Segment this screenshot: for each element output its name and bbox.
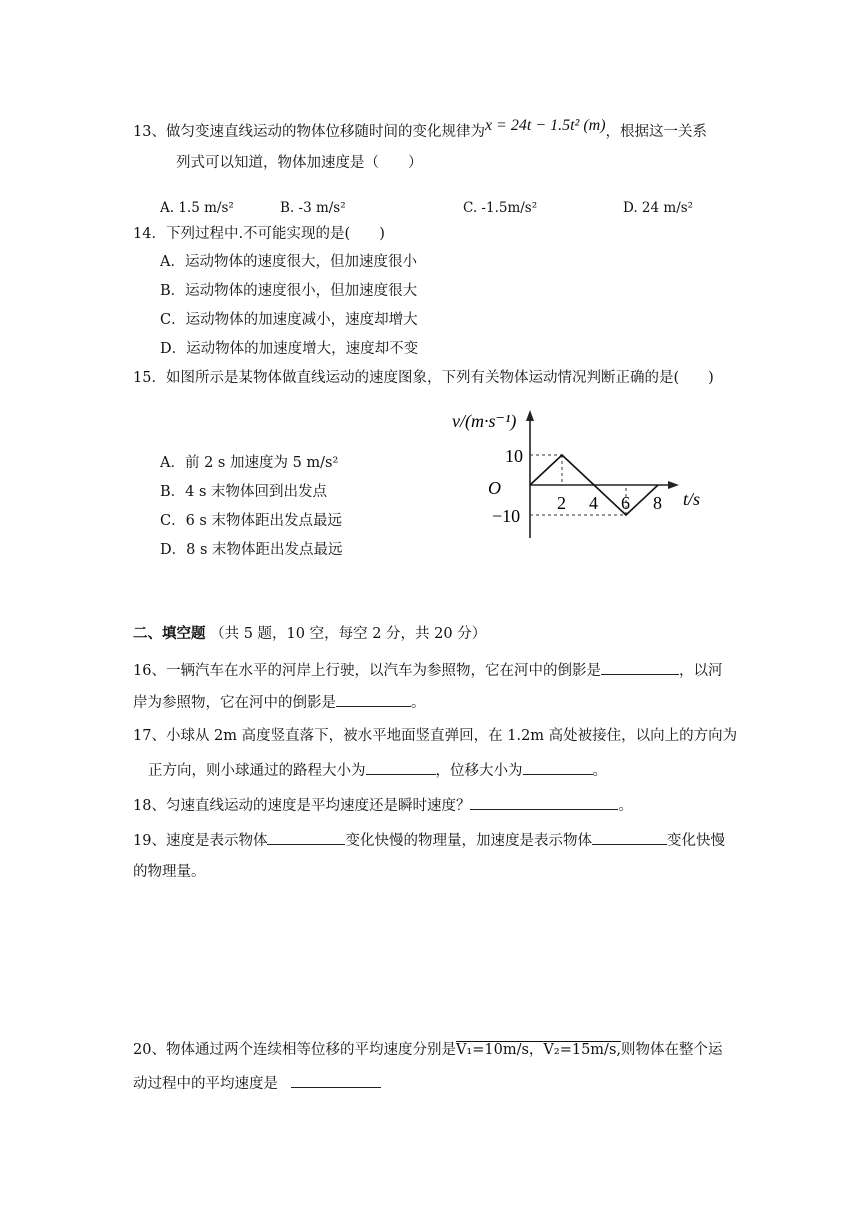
q13-option-c: C. -1.5m/s²: [463, 200, 538, 216]
q17-line1: 17、小球从 2m 高度竖直落下，被水平地面竖直弹回，在 1.2m 高处被接住，以向上的方向为: [133, 728, 738, 744]
q19-blank-2[interactable]: [592, 830, 667, 845]
q13-line2: 列式可以知道，物体加速度是（ ）: [176, 155, 423, 171]
q18-blank[interactable]: [470, 795, 618, 810]
y-axis-arrow: [526, 410, 534, 421]
q14-option-a: A．运动物体的速度很大，但加速度很小: [160, 254, 417, 270]
q20-line2: 动过程中的平均速度是: [133, 1073, 381, 1094]
q17-blank-1[interactable]: [366, 760, 436, 775]
q17-blank-2[interactable]: [523, 760, 593, 775]
q15-option-a: A．前 2 s 加速度为 5 m/s²: [160, 455, 339, 471]
q13-formula: x = 24t − 1.5t² (m): [484, 117, 606, 134]
graph-y-axis-label: v/(m·s⁻¹): [452, 411, 517, 431]
q16-line1: 16、一辆汽车在水平的河岸上行驶，以汽车为参照物，它在河中的倒影是 ，以河: [133, 660, 722, 681]
q16-blank-2[interactable]: [336, 692, 411, 707]
y-tick-label: −10: [492, 506, 521, 526]
q13-options: [160, 198, 693, 218]
q13-option-d: D. 24 m/s²: [623, 200, 694, 216]
x-tick-label: 4: [589, 493, 598, 513]
q14-option-b: B．运动物体的速度很小，但加速度很大: [160, 283, 418, 299]
graph-x-axis-label: t/s: [683, 489, 701, 509]
graph-origin-label: O: [488, 478, 501, 498]
q13-option-b: B. -3 m/s²: [280, 200, 346, 216]
x-tick-label: 8: [653, 493, 662, 513]
q15-option-d: D．8 s 末物体距出发点最远: [160, 542, 343, 558]
q16-blank-1[interactable]: [601, 660, 679, 675]
q14-option-c: C．运动物体的加速度减小，速度却增大: [160, 312, 418, 328]
q15-stem: 15．如图所示是某物体做直线运动的速度图象，下列有关物体运动情况判断正确的是( ): [133, 370, 714, 386]
velocity-time-graph: [440, 400, 720, 550]
graph-axes: [526, 410, 679, 538]
graph-tick-labels: [492, 446, 662, 526]
q20-line1: 20、物体通过两个连续相等位移的平均速度分别是V₁=10m/s，V₂=15m/s,则物体在整个运: [133, 1042, 723, 1058]
q15-option-b: B．4 s 末物体回到出发点: [160, 484, 328, 500]
q13-option-a: A. 1.5 m/s²: [160, 200, 234, 216]
y-tick-label: 10: [505, 446, 523, 466]
x-axis-arrow: [668, 481, 679, 489]
q20-v1: V₁=10m/s，: [455, 1042, 544, 1058]
q19-line1: 19、速度是表示物体 变化快慢的物理量，加速度是表示物体 变化快慢: [133, 830, 725, 851]
q15-option-c: C．6 s 末物体距出发点最远: [160, 513, 342, 529]
q14-stem: 14．下列过程中.不可能实现的是( ): [133, 226, 385, 242]
section-title: 二、填空题 （共 5 题，10 空，每空 2 分，共 20 分）: [133, 625, 487, 642]
x-tick-label: 2: [557, 493, 566, 513]
x-tick-label: 6: [621, 493, 630, 513]
q19-line2: 的物理量。: [133, 864, 206, 880]
q19-blank-1[interactable]: [267, 830, 345, 845]
q20-v2: V₂=15m/s,: [543, 1042, 621, 1058]
q16-line2: 岸为参照物，它在河中的倒影是 。: [133, 692, 426, 713]
q18-line: 18、匀速直线运动的速度是平均速度还是瞬时速度？ 。: [133, 795, 633, 816]
q13-line1: 13、做匀变速直线运动的物体位移随时间的变化规律为x = 24t − 1.5t² (m)，根据这一关系: [133, 117, 708, 140]
q17-line2: 正方向，则小球通过的路程大小为 ，位移大小为 。: [148, 760, 607, 781]
q14-option-d: D．运动物体的加速度增大，速度却不变: [160, 341, 419, 357]
q20-blank[interactable]: [291, 1073, 381, 1088]
